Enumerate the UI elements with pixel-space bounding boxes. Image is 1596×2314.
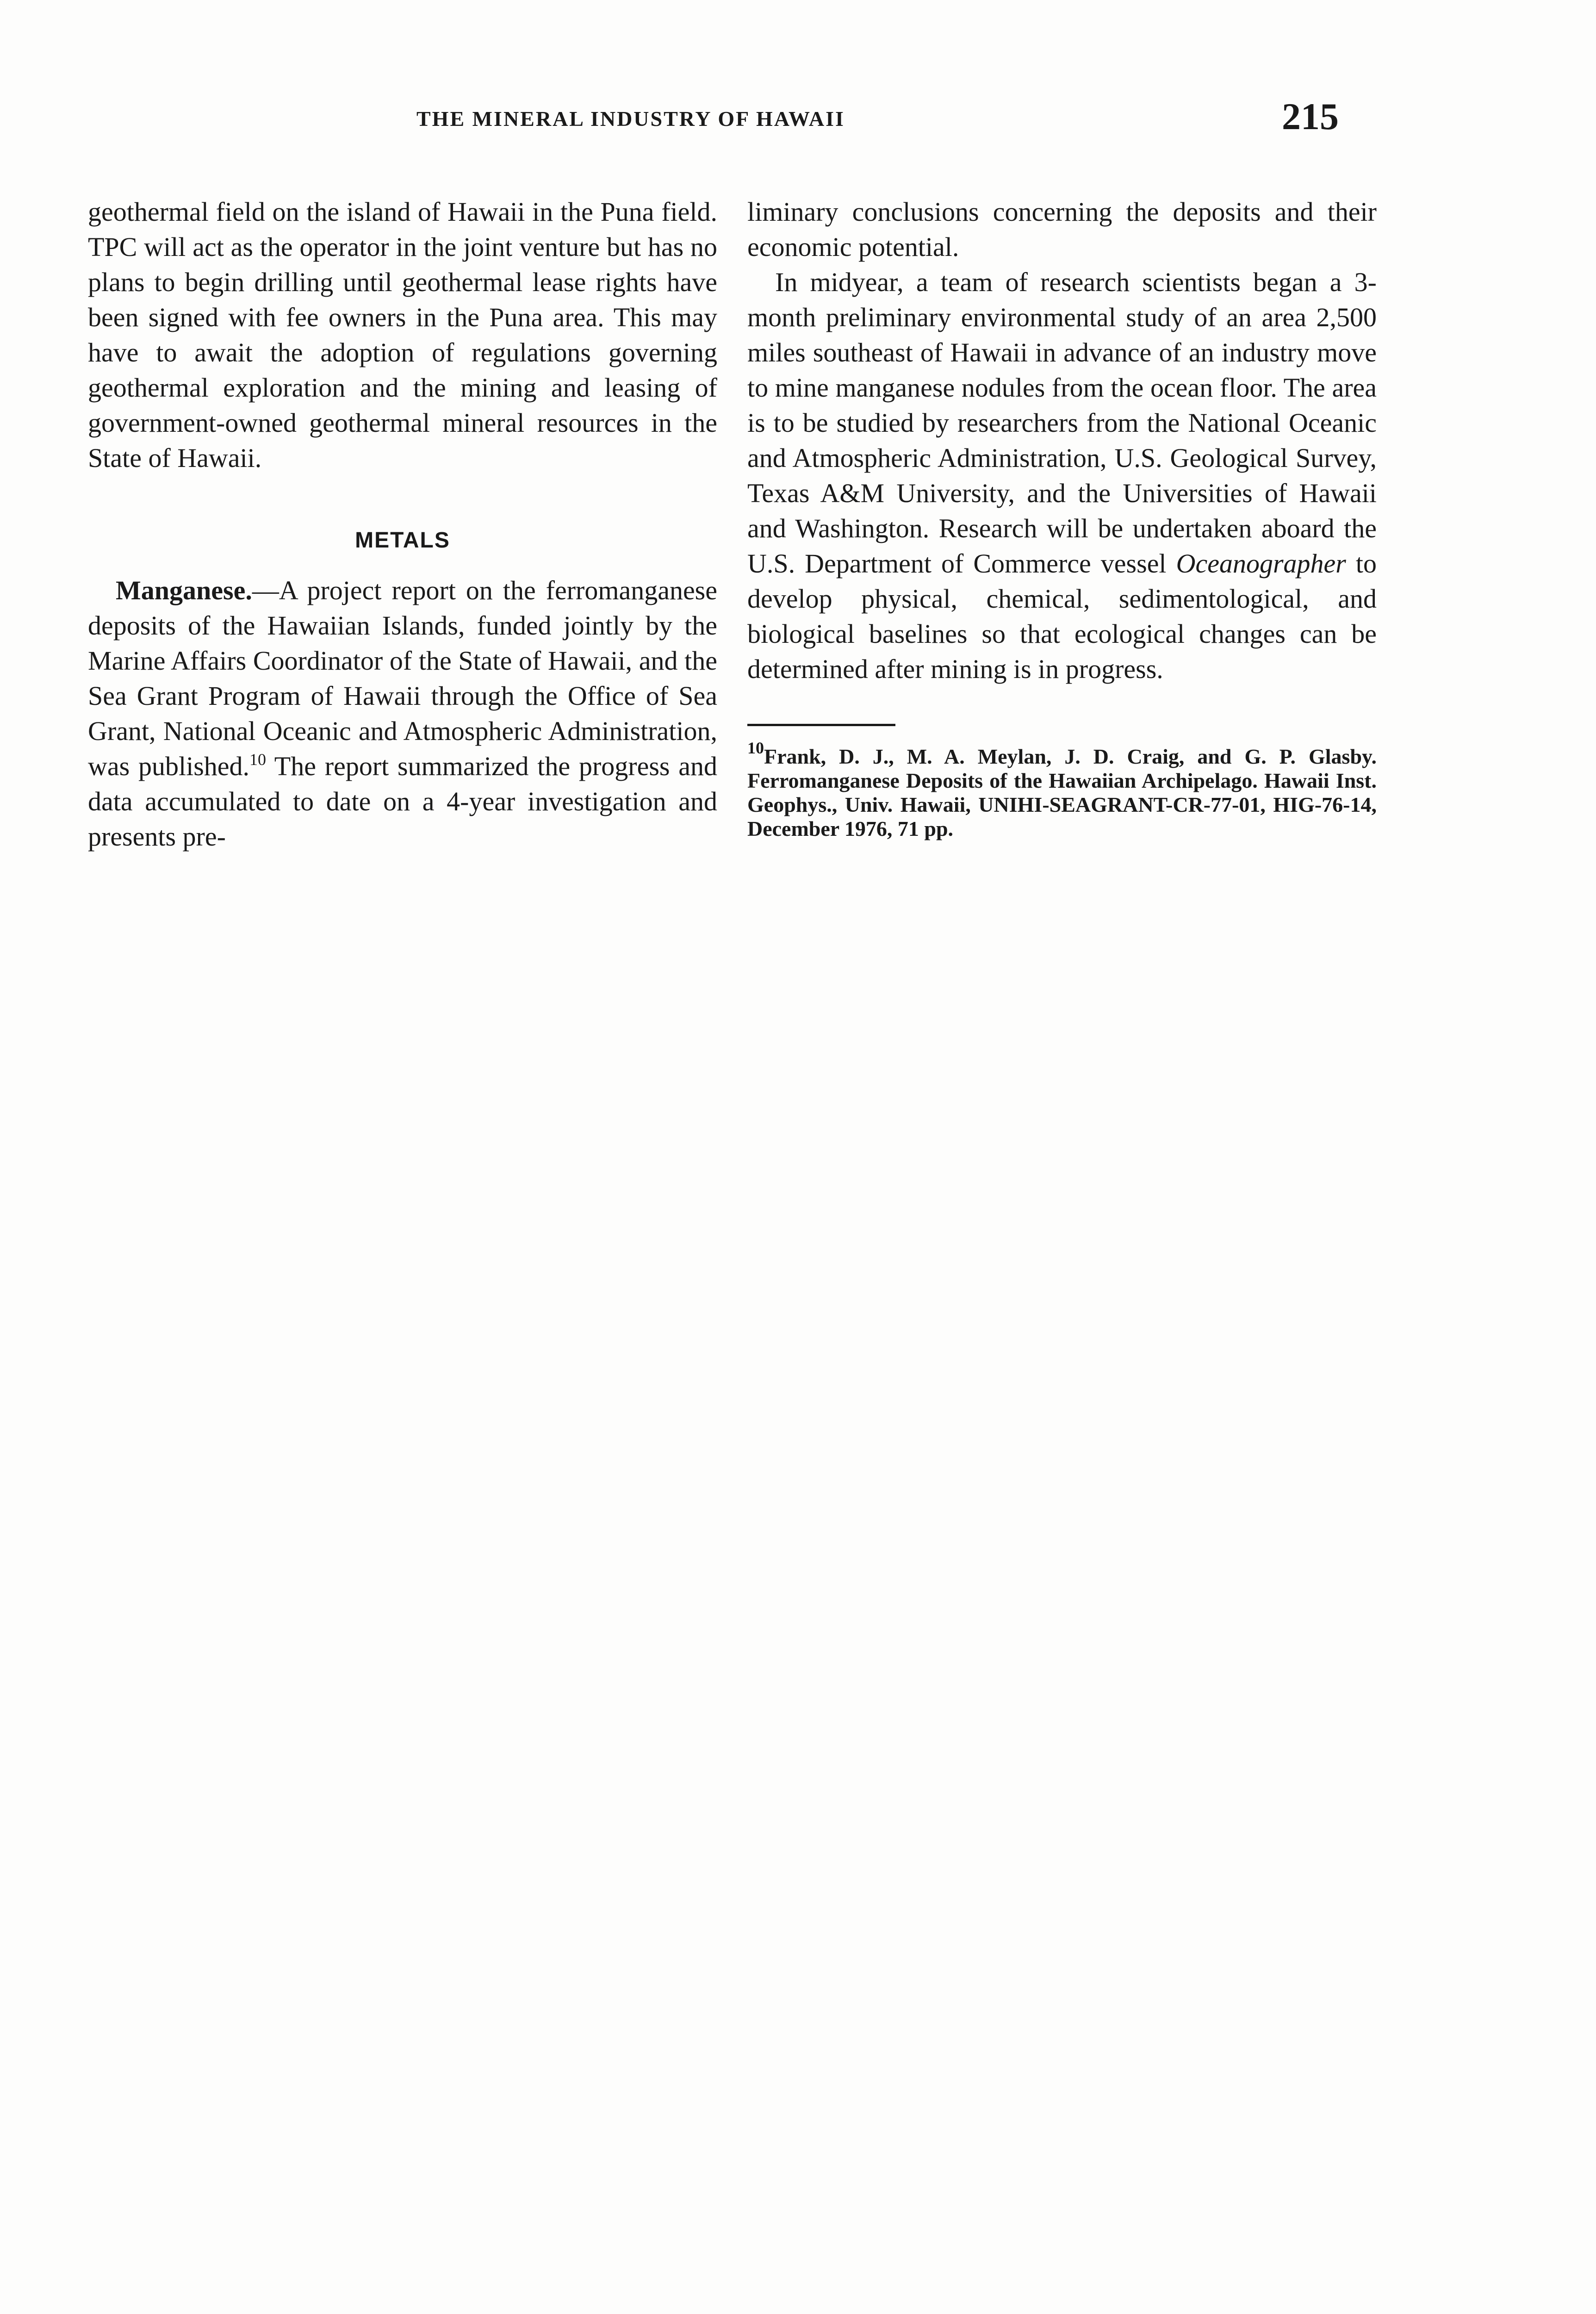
running-title: THE MINERAL INDUSTRY OF HAWAII xyxy=(416,107,845,131)
manganese-run-in-heading: Manganese. xyxy=(116,575,252,605)
footnote-number: 10 xyxy=(747,739,764,757)
right-column xyxy=(747,194,1377,841)
research-text-part-2: to develop physical, chemical, sedimentological, and biological baselines so that ecological changes can be determined after mining is in progress. xyxy=(747,548,1377,684)
manganese-text-part-2: The report summarized the progress and data accumulated to date on a 4-year investigation and presents pre- xyxy=(88,751,717,852)
footnote-text: Frank, D. J., M. A. Meylan, J. D. Craig, and G. P. Glasby. Ferromanganese Deposits of the Hawaiian Archipelago. Hawaii Inst. Geophys., Univ. Hawaii, UNIHI-SEAGRANT-CR-77-01, HIG-76-14, December 1976, 71 pp. xyxy=(747,745,1377,840)
continued-paragraph: geothermal field on the island of Hawaii in the Puna field. TPC will act as the operator in the joint venture but has no plans to begin drilling until geothermal lease rights have been signed with fee owners in the Puna area. This may have to await the adoption of regulations governing geothermal exploration and the mining and leasing of government-owned geothermal mineral resources in the State of Hawaii. xyxy=(88,197,717,473)
research-text-part-1: In midyear, a team of research scientists began a 3-month preliminary environmental study of an area 2,500 miles southeast of Hawaii in advance of an industry move to mine manganese nodules from the ocean floor. The area is to be studied by researchers from the National Oceanic and Atmospheric Administration, U.S. Geological Survey, Texas A&M University, and the Universities of Hawaii and Washington. Research will be undertaken aboard the U.S. Department of Commerce vessel xyxy=(747,267,1377,578)
manganese-text-part-1: —A project report on the ferromanganese deposits of the Hawaiian Islands, funded jointly by the Marine Affairs Coordinator of the State of Hawaii, and the Sea Grant Program of Hawaii through the Office of Sea Grant, National Oceanic and Atmospheric Administration, was published. xyxy=(88,575,717,781)
vessel-name: Oceanographer xyxy=(1176,548,1346,578)
footnote-reference: 10 xyxy=(249,750,267,769)
continued-paragraph-right: liminary conclusions concerning the deposits and their economic potential. xyxy=(747,197,1377,262)
manganese-paragraph xyxy=(88,573,717,854)
footnote xyxy=(747,739,1377,841)
left-column xyxy=(88,194,717,854)
footnote-rule xyxy=(747,724,895,726)
section-heading-metals: METALS xyxy=(355,528,450,553)
research-paragraph xyxy=(747,265,1377,687)
page-number: 215 xyxy=(1282,95,1339,137)
